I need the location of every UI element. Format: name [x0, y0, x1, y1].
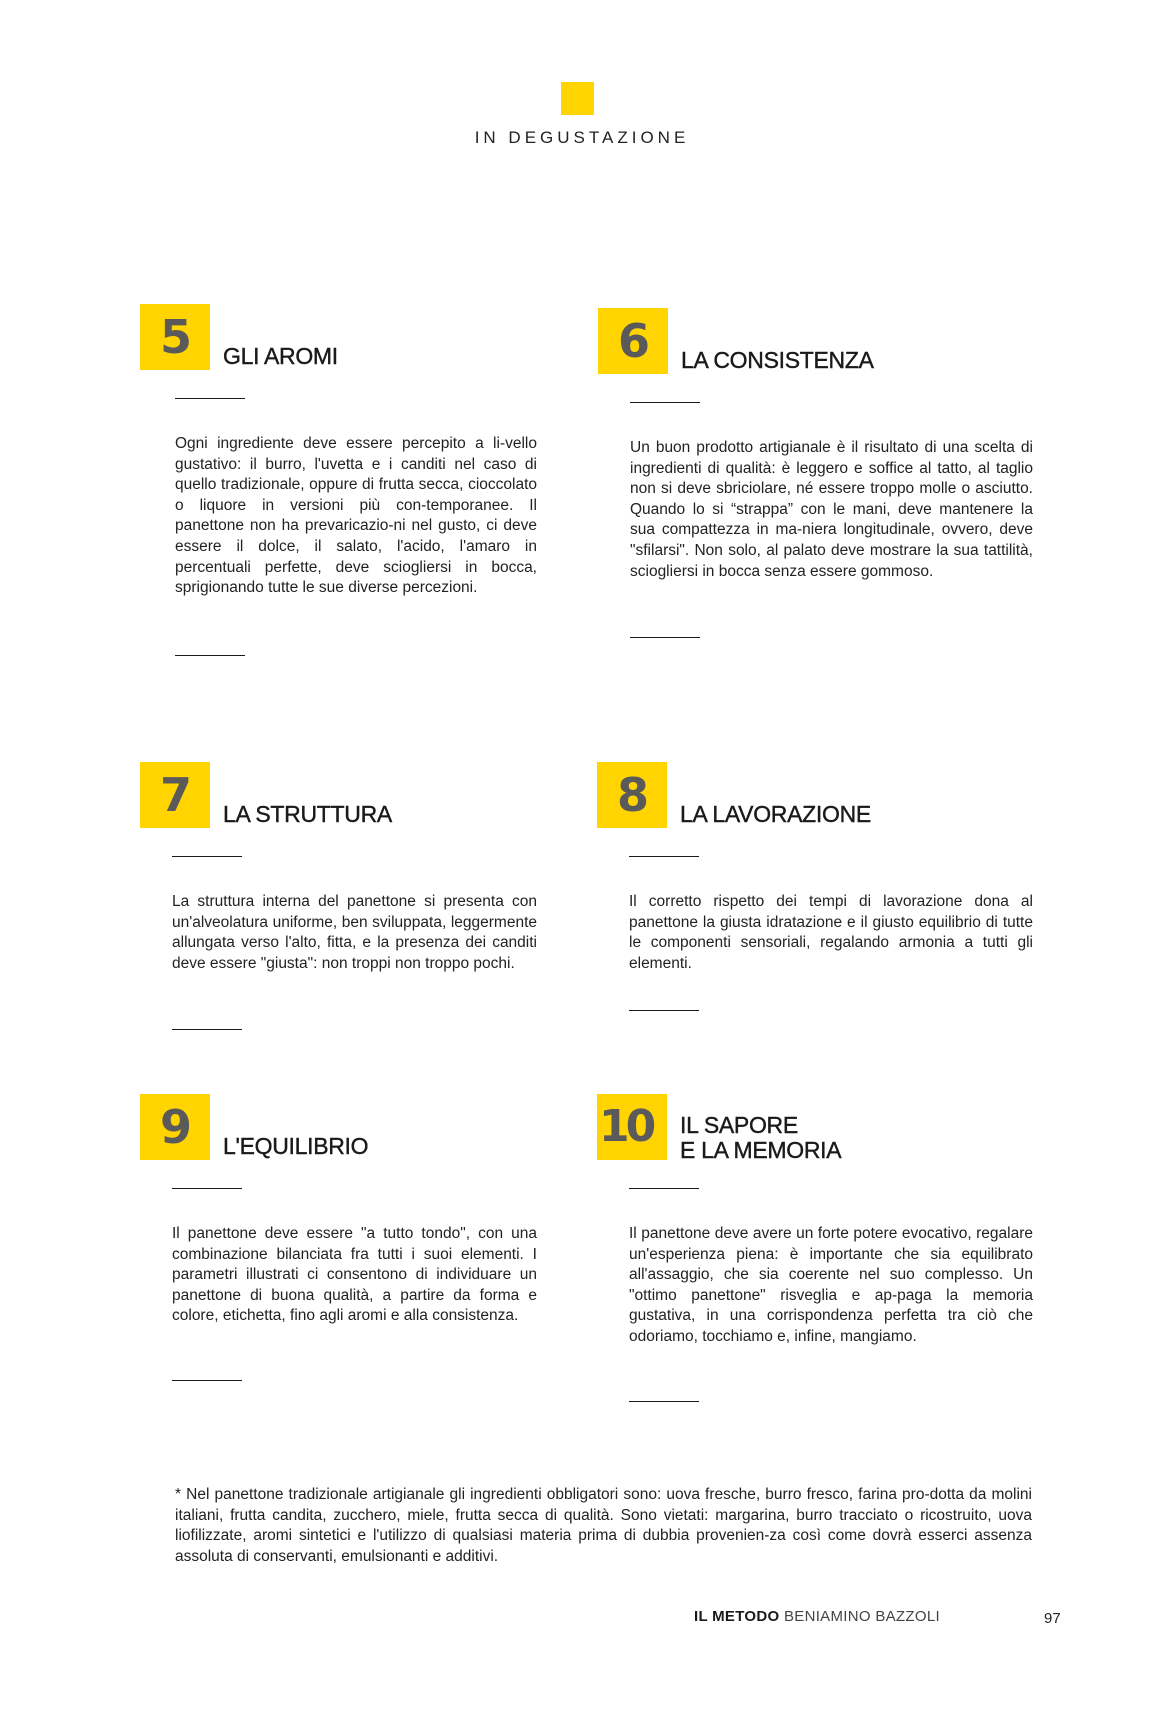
item-equilibrio [140, 1094, 560, 1454]
end-rule [175, 655, 245, 656]
end-rule [630, 637, 700, 638]
item-struttura [140, 762, 560, 1122]
item-title: GLI AROMI [223, 343, 338, 369]
number-badge [140, 304, 210, 370]
item-number: 8 [616, 768, 647, 822]
title-rule [629, 856, 699, 857]
item-sapore-memoria [597, 1094, 1033, 1454]
item-aromi [140, 304, 560, 664]
item-title: IL SAPORE E LA MEMORIA [680, 1112, 842, 1163]
item-body: Il panettone deve essere "a tutto tondo", con una combinazione bilanciata fra tutti i suoi elementi. I parametri illustrati ci consentono di individuare un panettone di buona qualità, a partire da forma e colore, etichetta, fino agli aromi e alla consistenza. [172, 1225, 537, 1325]
section-label: IN DEGUSTAZIONE [474, 128, 690, 147]
item-number: 5 [159, 310, 190, 364]
item-lavorazione [597, 762, 1033, 1122]
item-number: 9 [159, 1100, 190, 1154]
end-rule [629, 1401, 699, 1402]
footer-brand-name: BENIAMINO BAZZOLI [783, 1608, 940, 1625]
item-body: Ogni ingrediente deve essere percepito a li-vello gustativo: il burro, l'uvetta e i canditi nel caso di quello tradizionale, oppure di frutta secca, cioccolato o liquore in versioni più con-temporanee. Il panettone non ha prevaricazio-ni nel gusto, ci deve essere il dolce, il salato, l'acido, l'amaro in percentuali perfette, deve sciogliersi in bocca, sprigionando tutte le sue diverse percezioni. [175, 435, 537, 597]
item-body: Un buon prodotto artigianale è il risultato di una scelta di ingredienti di qualità: è leggero e soffice al tatto, al taglio non si deve sbriciolare, né essere troppo molle o asciutto. Quando lo si “strappa” con le mani, deve mantenere la sua compattezza in ma-niera longitudinale, ovvero, deve "sfilarsi". Non solo, al palato deve mostrare la sua tattilità, sciogliersi in bocca senza essere gommoso. [630, 439, 1033, 580]
title-rule [172, 1188, 242, 1189]
item-title: LA LAVORAZIONE [680, 801, 871, 827]
title-rule [629, 1188, 699, 1189]
footer-brand [694, 1608, 940, 1625]
number-badge [140, 762, 210, 828]
item-number: 7 [159, 768, 190, 822]
end-rule [172, 1029, 242, 1030]
number-badge [598, 308, 668, 374]
title-rule [175, 398, 245, 399]
number-badge [597, 762, 667, 828]
accent-square [561, 82, 594, 115]
footer-brand-bold: IL METODO [694, 1608, 780, 1625]
item-body: La struttura interna del panettone si presenta con un'alveolatura uniforme, ben sviluppata, leggermente allungata verso l'alto, fitta, e la presenza dei canditi deve essere "giusta": non troppi non troppo pochi. [172, 893, 537, 972]
item-body: Il panettone deve avere un forte potere evocativo, regalare un'esperienza piena: è importante che sia equilibrato all'assaggio, che sia coerente nel suo complesso. Un "ottimo panettone" risveglia e ap-paga la memoria gustativa, in una corrispondenza perfetta tra ciò che odoriamo, tocchiamo e, infine, mangiamo. [629, 1225, 1033, 1345]
item-title: LA CONSISTENZA [681, 347, 874, 373]
number-badge [597, 1094, 667, 1160]
end-rule [172, 1380, 242, 1381]
item-body: Il corretto rispetto dei tempi di lavorazione dona al panettone la giusta idratazione e il giusto equilibrio di tutte le componenti sensoriali, regalando armonia a tutti gli elementi. [629, 893, 1033, 972]
number-badge [140, 1094, 210, 1160]
item-number: 10 [599, 1101, 653, 1152]
end-rule [629, 1010, 699, 1011]
item-title: L'EQUILIBRIO [223, 1133, 369, 1159]
footnote: * Nel panettone tradizionale artigianale gli ingredienti obbligatori sono: uova fresche, burro fresco, farina pro-dotta da molini italiani, frutta candita, zucchero, miele, frutta secca di qualità. Sono vietati: margarina, burro tracciato o ricostruito, uova liofilizzate, aromi sintetici e l'utilizzo di qualsiasi materia prima di dubbia provenien-za così come dovrà esserci assenza assoluta di conservanti, emulsionanti e additivi. [175, 1486, 1032, 1565]
item-title: LA STRUTTURA [223, 801, 392, 827]
item-consistenza [598, 308, 1033, 668]
page-number: 97 [1044, 1610, 1061, 1627]
title-rule [630, 402, 700, 403]
title-rule [172, 856, 242, 857]
item-number: 6 [617, 314, 648, 368]
